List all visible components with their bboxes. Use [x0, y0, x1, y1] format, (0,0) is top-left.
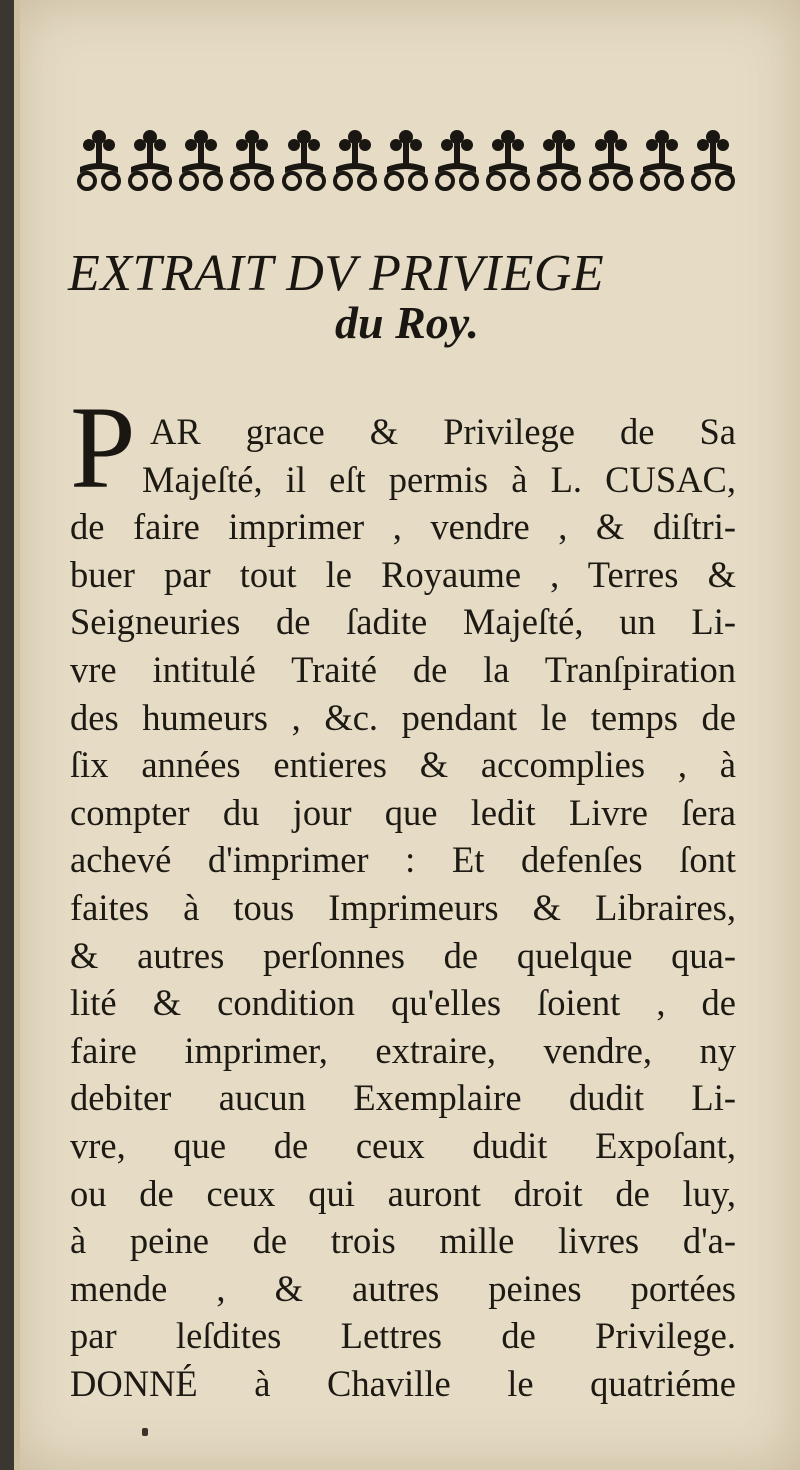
text-line: lité & condition qu'elles ſoient , de: [70, 982, 736, 1024]
fleuron-icon: [178, 123, 224, 198]
text-line: AR grace & Privilege de Sa: [150, 411, 736, 452]
fleuron-icon: [383, 123, 429, 198]
privilege-text: [70, 408, 736, 1407]
text-line: mende , & autres peines portées: [70, 1267, 736, 1309]
fleuron-border: [76, 128, 736, 198]
fleuron-icon: [281, 123, 327, 198]
text-line: par leſdites Lettres de Privilege.: [70, 1315, 736, 1357]
text-line: & autres perſonnes de quelque qua-: [70, 934, 736, 976]
text-line: à peine de trois mille livres d'a-: [70, 1220, 736, 1262]
fleuron-icon: [639, 123, 685, 198]
text-line: ou de ceux qui auront droit de luy,: [70, 1172, 736, 1214]
text-line: faire imprimer, extraire, vendre, ny: [70, 1029, 736, 1071]
text-line: buer par tout le Royaume , Terres &: [70, 553, 736, 595]
ink-speck: [142, 1428, 148, 1436]
fleuron-icon: [536, 123, 582, 198]
book-page: [14, 0, 800, 1470]
text-line: achevé d'imprimer : Et defenſes ſont: [70, 839, 736, 881]
fleuron-icon: [76, 123, 122, 198]
text-line: debiter aucun Exemplaire dudit Li-: [70, 1077, 736, 1119]
fleuron-icon: [332, 123, 378, 198]
text-line: de faire imprimer , vendre , & diſtri-: [70, 506, 736, 548]
fleuron-icon: [690, 123, 736, 198]
fleuron-icon: [127, 123, 173, 198]
fleuron-icon: [434, 123, 480, 198]
text-line: Seigneuries de ſadite Majeſté, un Li-: [70, 601, 736, 643]
fleuron-icon: [588, 123, 634, 198]
text-line: des humeurs , &c. pendant le temps de: [70, 696, 736, 738]
text-line: vre intitulé Traité de la Tranſpiration: [70, 648, 736, 690]
text-line: Majeſté, il eſt permis à L. CUSAC,: [142, 458, 736, 500]
page-subtitle: du Roy.: [335, 297, 479, 348]
fleuron-icon: [485, 123, 531, 198]
text-line: vre, que de ceux dudit Expoſant,: [70, 1124, 736, 1166]
text-line: compter du jour que ledit Livre ſera: [70, 791, 736, 833]
text-line: faites à tous Imprimeurs & Libraires,: [70, 886, 736, 928]
fleuron-icon: [229, 123, 275, 198]
drop-cap: P: [70, 382, 136, 513]
page-title: EXTRAIT DV PRIVIEGE: [68, 245, 605, 302]
text-line: ſix années entieres & accomplies , à: [70, 744, 736, 786]
text-line: DONNÉ à Chaville le quatriéme: [70, 1362, 736, 1404]
